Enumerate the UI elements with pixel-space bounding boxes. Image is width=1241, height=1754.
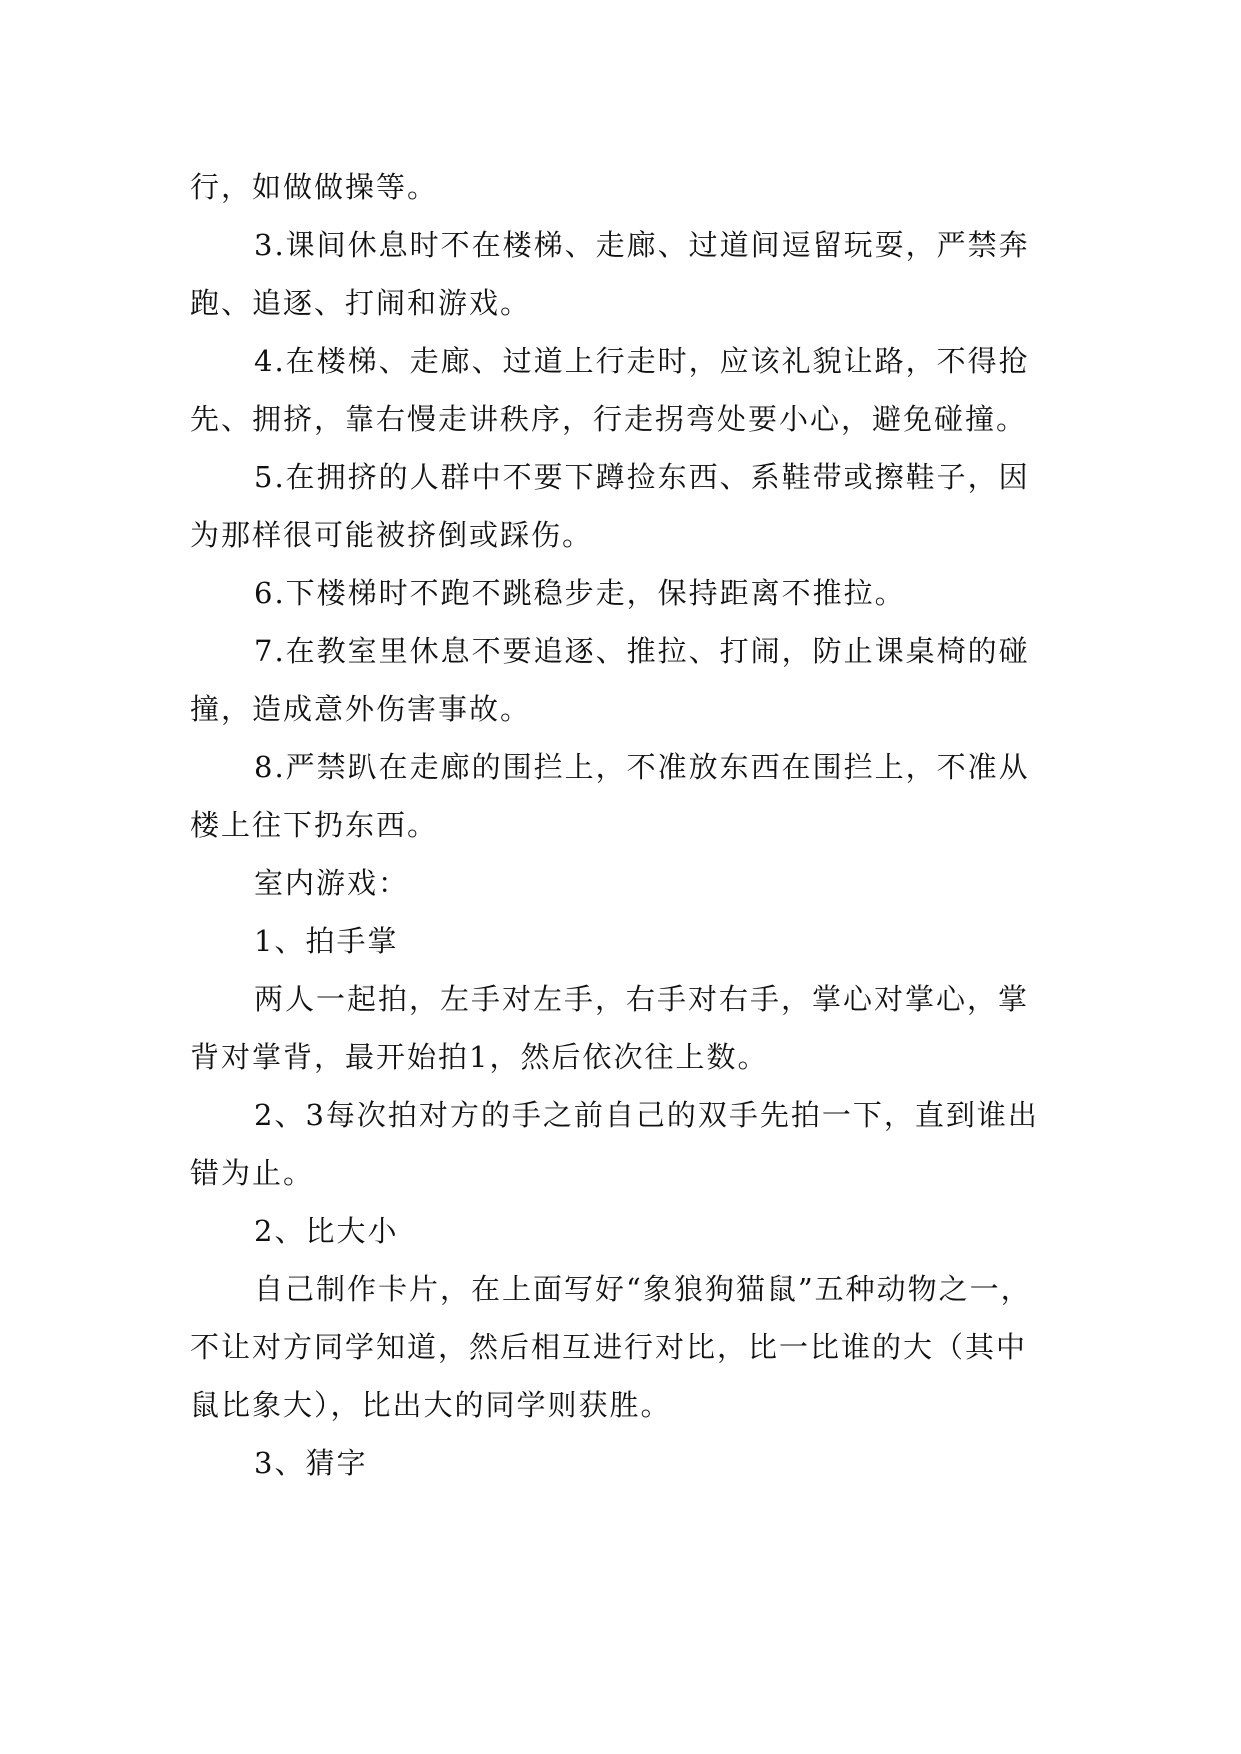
game-description-compare-size: 自己制作卡片，在上面写好“象狼狗猫鼠”五种动物之一，不让对方同学知道，然后相互进行对比，比一比谁的大（其中鼠比象大），比出大的同学则获胜。 xyxy=(190,1272,1032,1422)
paragraph-rule-4: 4.在楼梯、走廊、过道上行走时，应该礼貌让路，不得抢先、拥挤，靠右慢走讲秩序，行走拐弯处要小心，避免碰撞。 xyxy=(190,344,1030,436)
paragraph-rule-7: 7.在教室里休息不要追逐、推拉、打闹，防止课桌椅的碰撞，造成意外伤害事故。 xyxy=(190,634,1030,726)
game-description-clapping-rule: 2、3每次拍对方的手之前自己的双手先拍一下，直到谁出错为止。 xyxy=(190,1098,1039,1190)
game-heading-clapping: 1、拍手掌 xyxy=(254,924,399,958)
game-heading-compare-size: 2、比大小 xyxy=(254,1214,399,1248)
paragraph-continuation: 行，如做做操等。 xyxy=(190,170,439,204)
section-heading-indoor-games: 室内游戏： xyxy=(254,866,410,900)
paragraph-rule-5: 5.在拥挤的人群中不要下蹲捡东西、系鞋带或擦鞋子，因为那样很可能被挤倒或踩伤。 xyxy=(190,460,1030,552)
game-heading-guess-word: 3、猜字 xyxy=(254,1446,368,1480)
paragraph-rule-3: 3.课间休息时不在楼梯、走廊、过道间逗留玩耍，严禁奔跑、追逐、打闹和游戏。 xyxy=(190,228,1030,320)
paragraph-rule-8: 8.严禁趴在走廊的围拦上，不准放东西在围拦上，不准从楼上往下扔东西。 xyxy=(190,750,1030,842)
paragraph-rule-6: 6.下楼梯时不跑不跳稳步走，保持距离不推拉。 xyxy=(254,576,906,610)
document-body xyxy=(190,158,1050,1492)
game-description-clapping: 两人一起拍，左手对左手，右手对右手，掌心对掌心，掌背对掌背，最开始拍1，然后依次往上数。 xyxy=(190,982,1030,1074)
